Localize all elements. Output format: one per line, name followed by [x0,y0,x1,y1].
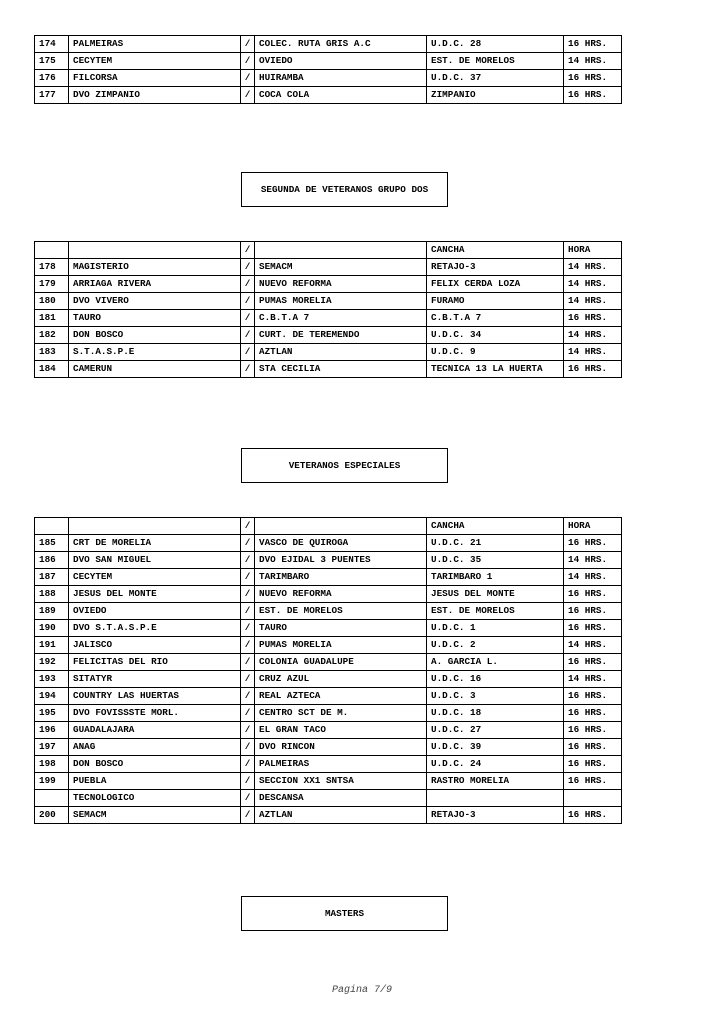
table-row [35,70,622,87]
match-number-cell: 181 [35,310,69,327]
match-number-cell: 196 [35,722,69,739]
field-cell: FELIX CERDA LOZA [427,276,564,293]
time-cell: 14 HRS. [564,293,622,310]
time-cell: 16 HRS. [564,807,622,824]
table-row [35,276,622,293]
separator-cell: / [241,70,255,87]
away-team-cell: VASCO DE QUIROGA [255,535,427,552]
field-cell: CANCHA [427,242,564,259]
separator-cell: / [241,671,255,688]
match-number-cell: 185 [35,535,69,552]
field-cell: CANCHA [427,518,564,535]
time-cell: HORA [564,518,622,535]
match-number-cell: 195 [35,705,69,722]
match-number-cell: 176 [35,70,69,87]
schedule-table-veteranos-especiales [34,517,622,824]
match-number-cell: 193 [35,671,69,688]
time-cell: 16 HRS. [564,310,622,327]
table-row [35,327,622,344]
time-cell: 16 HRS. [564,586,622,603]
away-team-cell: CENTRO SCT DE M. [255,705,427,722]
match-number-cell: 183 [35,344,69,361]
separator-cell: / [241,773,255,790]
table-header-row [35,242,622,259]
home-team-cell: DVO ZIMPANIO [69,87,241,104]
table-row [35,293,622,310]
time-cell: 16 HRS. [564,620,622,637]
home-team-cell: ANAG [69,739,241,756]
away-team-cell: DVO RINCON [255,739,427,756]
table-row [35,773,622,790]
field-cell: U.D.C. 21 [427,535,564,552]
match-number-cell: 200 [35,807,69,824]
separator-cell: / [241,637,255,654]
field-cell: U.D.C. 2 [427,637,564,654]
away-team-cell: C.B.T.A 7 [255,310,427,327]
match-number-cell [35,518,69,535]
match-number-cell: 199 [35,773,69,790]
away-team-cell [255,242,427,259]
field-cell: U.D.C. 16 [427,671,564,688]
home-team-cell: FILCORSA [69,70,241,87]
home-team-cell: JALISCO [69,637,241,654]
home-team-cell: TECNOLOGICO [69,790,241,807]
away-team-cell: HUIRAMBA [255,70,427,87]
time-cell: 14 HRS. [564,344,622,361]
separator-cell: / [241,535,255,552]
time-cell: 14 HRS. [564,53,622,70]
away-team-cell: PUMAS MORELIA [255,293,427,310]
separator-cell: / [241,790,255,807]
table-row [35,535,622,552]
separator-cell: / [241,242,255,259]
match-number-cell: 191 [35,637,69,654]
field-cell: EST. DE MORELOS [427,603,564,620]
away-team-cell: COCA COLA [255,87,427,104]
home-team-cell: ARRIAGA RIVERA [69,276,241,293]
time-cell: 16 HRS. [564,688,622,705]
home-team-cell [69,242,241,259]
home-team-cell: GUADALAJARA [69,722,241,739]
home-team-cell: DON BOSCO [69,756,241,773]
separator-cell: / [241,344,255,361]
time-cell: 14 HRS. [564,259,622,276]
field-cell: FURAMO [427,293,564,310]
table-row [35,569,622,586]
separator-cell: / [241,688,255,705]
match-number-cell: 179 [35,276,69,293]
time-cell: 14 HRS. [564,569,622,586]
home-team-cell: MAGISTERIO [69,259,241,276]
match-number-cell: 175 [35,53,69,70]
table-header-row [35,518,622,535]
field-cell: TECNICA 13 LA HUERTA [427,361,564,378]
section-title-masters: MASTERS [241,896,448,931]
match-number-cell: 197 [35,739,69,756]
field-cell: U.D.C. 39 [427,739,564,756]
separator-cell: / [241,807,255,824]
field-cell: U.D.C. 37 [427,70,564,87]
home-team-cell: SITATYR [69,671,241,688]
field-cell: U.D.C. 34 [427,327,564,344]
table-row [35,705,622,722]
time-cell: 16 HRS. [564,756,622,773]
separator-cell: / [241,603,255,620]
field-cell: JESUS DEL MONTE [427,586,564,603]
time-cell: HORA [564,242,622,259]
table-row [35,739,622,756]
separator-cell: / [241,705,255,722]
home-team-cell: SEMACM [69,807,241,824]
field-cell: EST. DE MORELOS [427,53,564,70]
separator-cell: / [241,518,255,535]
match-number-cell: 178 [35,259,69,276]
away-team-cell: TAURO [255,620,427,637]
home-team-cell: FELICITAS DEL RIO [69,654,241,671]
match-number-cell: 180 [35,293,69,310]
table-row [35,361,622,378]
away-team-cell: NUEVO REFORMA [255,276,427,293]
field-cell: C.B.T.A 7 [427,310,564,327]
away-team-cell: EST. DE MORELOS [255,603,427,620]
schedule-table-top [34,35,622,104]
match-number-cell: 189 [35,603,69,620]
away-team-cell: TARIMBARO [255,569,427,586]
table-row [35,671,622,688]
home-team-cell: DVO VIVERO [69,293,241,310]
separator-cell: / [241,569,255,586]
match-number-cell: 177 [35,87,69,104]
field-cell: U.D.C. 35 [427,552,564,569]
table-row [35,722,622,739]
away-team-cell: COLONIA GUADALUPE [255,654,427,671]
away-team-cell: CRUZ AZUL [255,671,427,688]
time-cell: 14 HRS. [564,276,622,293]
table-row [35,637,622,654]
separator-cell: / [241,552,255,569]
match-number-cell: 188 [35,586,69,603]
away-team-cell: NUEVO REFORMA [255,586,427,603]
home-team-cell: PUEBLA [69,773,241,790]
home-team-cell: CECYTEM [69,569,241,586]
match-number-cell: 184 [35,361,69,378]
field-cell [427,790,564,807]
separator-cell: / [241,756,255,773]
home-team-cell: CAMERUN [69,361,241,378]
time-cell: 16 HRS. [564,603,622,620]
separator-cell: / [241,53,255,70]
away-team-cell: COLEC. RUTA GRIS A.C [255,36,427,53]
away-team-cell: SEMACM [255,259,427,276]
match-number-cell: 182 [35,327,69,344]
table-row [35,756,622,773]
table-row [35,807,622,824]
time-cell: 14 HRS. [564,671,622,688]
away-team-cell: DVO EJIDAL 3 PUENTES [255,552,427,569]
schedule-table-segunda-veteranos [34,241,622,378]
match-number-cell [35,242,69,259]
table-row [35,36,622,53]
time-cell: 16 HRS. [564,722,622,739]
time-cell: 16 HRS. [564,361,622,378]
home-team-cell: DVO SAN MIGUEL [69,552,241,569]
away-team-cell [255,518,427,535]
time-cell: 16 HRS. [564,535,622,552]
separator-cell: / [241,722,255,739]
separator-cell: / [241,87,255,104]
table-row [35,53,622,70]
away-team-cell: REAL AZTECA [255,688,427,705]
separator-cell: / [241,259,255,276]
table-row [35,87,622,104]
away-team-cell: PUMAS MORELIA [255,637,427,654]
away-team-cell: CURT. DE TEREMENDO [255,327,427,344]
field-cell: RETAJO-3 [427,259,564,276]
time-cell: 14 HRS. [564,327,622,344]
match-number-cell: 194 [35,688,69,705]
time-cell: 16 HRS. [564,70,622,87]
table-row [35,654,622,671]
time-cell: 16 HRS. [564,87,622,104]
separator-cell: / [241,620,255,637]
table-row [35,603,622,620]
field-cell: U.D.C. 24 [427,756,564,773]
field-cell: RASTRO MORELIA [427,773,564,790]
home-team-cell: COUNTRY LAS HUERTAS [69,688,241,705]
table-row [35,790,622,807]
separator-cell: / [241,654,255,671]
match-number-cell: 198 [35,756,69,773]
home-team-cell: CRT DE MORELIA [69,535,241,552]
table-row [35,688,622,705]
home-team-cell: DON BOSCO [69,327,241,344]
away-team-cell: PALMEIRAS [255,756,427,773]
separator-cell: / [241,310,255,327]
section-title-segunda-veteranos: SEGUNDA DE VETERANOS GRUPO DOS [241,172,448,207]
time-cell: 14 HRS. [564,637,622,654]
separator-cell: / [241,739,255,756]
away-team-cell: DESCANSA [255,790,427,807]
time-cell: 16 HRS. [564,773,622,790]
away-team-cell: AZTLAN [255,807,427,824]
time-cell: 14 HRS. [564,552,622,569]
table-row [35,586,622,603]
table-row [35,620,622,637]
away-team-cell: EL GRAN TACO [255,722,427,739]
page-number: Pagina 7/9 [331,985,392,996]
field-cell: A. GARCIA L. [427,654,564,671]
separator-cell: / [241,327,255,344]
table-row [35,259,622,276]
field-cell: TARIMBARO 1 [427,569,564,586]
table-row [35,310,622,327]
field-cell: ZIMPANIO [427,87,564,104]
home-team-cell [69,518,241,535]
home-team-cell: OVIEDO [69,603,241,620]
field-cell: U.D.C. 9 [427,344,564,361]
table-row [35,344,622,361]
away-team-cell: OVIEDO [255,53,427,70]
away-team-cell: STA CECILIA [255,361,427,378]
table-row [35,552,622,569]
match-number-cell: 190 [35,620,69,637]
home-team-cell: TAURO [69,310,241,327]
field-cell: U.D.C. 27 [427,722,564,739]
separator-cell: / [241,36,255,53]
field-cell: U.D.C. 1 [427,620,564,637]
field-cell: U.D.C. 28 [427,36,564,53]
field-cell: RETAJO-3 [427,807,564,824]
time-cell: 16 HRS. [564,739,622,756]
time-cell: 16 HRS. [564,36,622,53]
separator-cell: / [241,361,255,378]
home-team-cell: CECYTEM [69,53,241,70]
separator-cell: / [241,293,255,310]
home-team-cell: S.T.A.S.P.E [69,344,241,361]
match-number-cell: 186 [35,552,69,569]
match-number-cell: 174 [35,36,69,53]
home-team-cell: DVO FOVISSSTE MORL. [69,705,241,722]
match-number-cell: 192 [35,654,69,671]
time-cell: 16 HRS. [564,654,622,671]
field-cell: U.D.C. 3 [427,688,564,705]
away-team-cell: SECCION XX1 SNTSA [255,773,427,790]
away-team-cell: AZTLAN [255,344,427,361]
time-cell: 16 HRS. [564,705,622,722]
home-team-cell: PALMEIRAS [69,36,241,53]
match-number-cell: 187 [35,569,69,586]
field-cell: U.D.C. 18 [427,705,564,722]
match-number-cell [35,790,69,807]
home-team-cell: JESUS DEL MONTE [69,586,241,603]
separator-cell: / [241,276,255,293]
home-team-cell: DVO S.T.A.S.P.E [69,620,241,637]
separator-cell: / [241,586,255,603]
section-title-veteranos-especiales: VETERANOS ESPECIALES [241,448,448,483]
time-cell [564,790,622,807]
